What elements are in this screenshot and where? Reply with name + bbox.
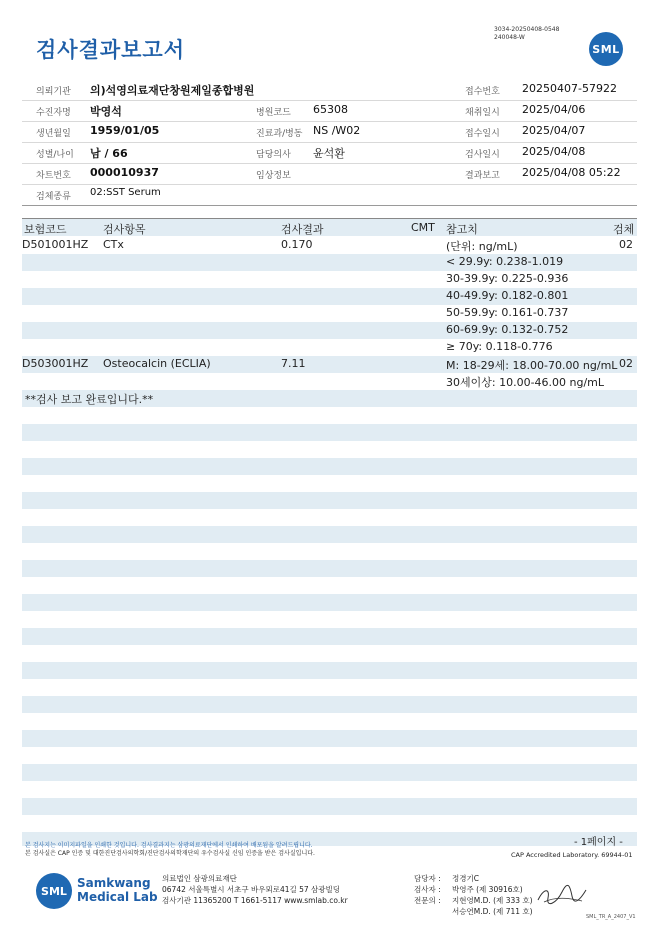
- page-number: - 1페이지 -: [574, 837, 623, 848]
- cell-reference: 50-59.9y: 0.161-0.737: [446, 306, 569, 319]
- info-row-institution: [22, 79, 637, 101]
- staff-info: [414, 873, 533, 917]
- lab-info-line3: 검사기관 11365200 T 1661-5117 www.smlab.co.kr: [162, 896, 348, 905]
- sml-logo: SML: [589, 32, 623, 66]
- staff-specialist-label: 전문의 :: [414, 896, 441, 905]
- dept-value: NS /W02: [313, 124, 361, 137]
- collect-date-value: 2025/04/06: [522, 103, 586, 116]
- cell-item: CTx: [103, 238, 124, 251]
- institution-value: 의)석영의료재단창원제일종합병원: [90, 84, 255, 97]
- footer-notice: [25, 842, 315, 858]
- table-stripe: [22, 628, 637, 645]
- cell-specimen: 02: [619, 238, 633, 251]
- receipt-no-value: 20250407-57922: [522, 82, 617, 95]
- table-stripe: [22, 526, 637, 543]
- report-date-label: 결과보고: [465, 171, 500, 181]
- cell-reference: 40-49.9y: 0.182-0.801: [446, 289, 569, 302]
- doctor-label: 담당의사: [256, 150, 291, 160]
- staff-specialist-2: 서승연M.D. (제 711 호): [452, 907, 533, 916]
- cell-reference: < 29.9y: 0.238-1.019: [446, 255, 564, 268]
- report-title: 검사결과보고서: [36, 38, 186, 62]
- receive-date-label: 접수일시: [465, 129, 500, 139]
- table-stripe: [22, 798, 637, 815]
- document-id-line2: 240048-W: [494, 34, 525, 41]
- staff-tester-label: 검사자 :: [414, 885, 441, 894]
- cell-code: D501001HZ: [22, 238, 89, 251]
- header-item: 검사항목: [103, 223, 146, 236]
- document-id: [494, 26, 559, 42]
- dept-label: 진료과/병동: [256, 129, 303, 139]
- lab-info-line2: 06742 서울특별시 서초구 바우뫼로41길 57 삼광빌딩: [162, 885, 341, 894]
- staff-manager: 정경기C: [452, 874, 479, 883]
- cell-reference: (단위: ng/mL): [446, 240, 518, 253]
- chart-no-value: 000010937: [90, 166, 159, 179]
- hospital-code-label: 병원코드: [256, 108, 291, 118]
- cell-reference: 30-39.9y: 0.225-0.936: [446, 272, 569, 285]
- sex-age-label: 성별/나이: [36, 150, 74, 160]
- signature-icon: [536, 882, 588, 908]
- lab-info-line1: 의료법인 삼광의료재단: [162, 874, 237, 883]
- table-stripe: [22, 424, 637, 441]
- receive-date-value: 2025/04/07: [522, 124, 586, 137]
- cell-reference: M: 18-29세: 18.00-70.00 ng/mL: [446, 359, 618, 372]
- clinical-info-label: 임상정보: [256, 171, 291, 181]
- document-id-line1: 3034-20250408-0548: [494, 26, 560, 33]
- receipt-no-label: 접수번호: [465, 87, 500, 97]
- birth-value: 1959/01/05: [90, 124, 160, 137]
- specimen-type-label: 검체종류: [36, 192, 71, 202]
- lab-name-line2: Medical Lab: [77, 890, 158, 904]
- table-stripe: [22, 696, 637, 713]
- table-stripe: [22, 492, 637, 509]
- birth-label: 생년월일: [36, 129, 71, 139]
- info-row-name: [22, 100, 637, 122]
- staff-specialist-1: 지현영M.D. (제 333 호): [452, 896, 533, 905]
- cell-result: 7.11: [281, 357, 306, 370]
- test-date-label: 검사일시: [465, 150, 500, 160]
- cell-reference: 30세이상: 10.00-46.00 ng/mL: [446, 376, 605, 389]
- header-reference: 참고치: [446, 223, 478, 236]
- sex-age-value: 남 / 66: [90, 147, 128, 160]
- specimen-type-value: 02:SST Serum: [90, 187, 161, 198]
- cell-result: 0.170: [281, 238, 313, 251]
- lab-info: [162, 873, 348, 906]
- chart-no-label: 차트번호: [36, 171, 71, 181]
- cap-accreditation: CAP Accredited Laboratory. 69944-01: [511, 851, 633, 859]
- staff-tester: 박영주 (제 30916호): [452, 885, 523, 894]
- staff-manager-label: 담당자 :: [414, 874, 441, 883]
- info-row-chart: [22, 163, 637, 185]
- name-label: 수진자명: [36, 108, 71, 118]
- info-row-birth: [22, 121, 637, 143]
- name-value: 박영석: [90, 105, 122, 118]
- form-code: SML_TR_A_2407_V1: [586, 914, 636, 920]
- table-stripe: [22, 560, 637, 577]
- collect-date-label: 채취일시: [465, 108, 500, 118]
- table-stripe: [22, 730, 637, 747]
- header-cmt: CMT: [411, 221, 435, 234]
- hospital-code-value: 65308: [313, 103, 348, 116]
- completion-note: **검사 보고 완료입니다.**: [25, 393, 154, 406]
- doctor-value: 윤석환: [313, 147, 345, 160]
- cell-code: D503001HZ: [22, 357, 89, 370]
- institution-label: 의뢰기관: [36, 87, 71, 97]
- table-stripe: [22, 594, 637, 611]
- info-row-specimen: [22, 184, 637, 206]
- cell-reference: ≥ 70y: 0.118-0.776: [446, 340, 553, 353]
- header-specimen: 검체: [613, 223, 635, 236]
- footer-notice-line2: 본 검사실은 CAP 인증 및 대한진단검사의학회/진단검사의학재단의 우수검사실 신임 인증을 받은 검사실입니다.: [25, 850, 315, 857]
- report-date-value: 2025/04/08 05:22: [522, 166, 621, 179]
- header-code: 보험코드: [24, 223, 67, 236]
- table-stripe: [22, 662, 637, 679]
- lab-name-line1: Samkwang: [77, 876, 151, 890]
- cell-specimen: 02: [619, 357, 633, 370]
- header-result: 검사결과: [281, 223, 324, 236]
- test-date-value: 2025/04/08: [522, 145, 586, 158]
- lab-logo: SML: [36, 873, 72, 909]
- table-stripe: [22, 764, 637, 781]
- footer-notice-line1: 본 검사지는 이미지파일을 인쇄한 것입니다. 검사결과지는 삼광의료재단에서 인쇄하여 배포됨을 알려드립니다.: [25, 842, 313, 849]
- cell-reference: 60-69.9y: 0.132-0.752: [446, 323, 569, 336]
- lab-name: [77, 876, 158, 904]
- cell-item: Osteocalcin (ECLIA): [103, 357, 211, 370]
- info-row-sex-age: [22, 142, 637, 164]
- results-table-header: [22, 218, 637, 236]
- table-stripe: [22, 458, 637, 475]
